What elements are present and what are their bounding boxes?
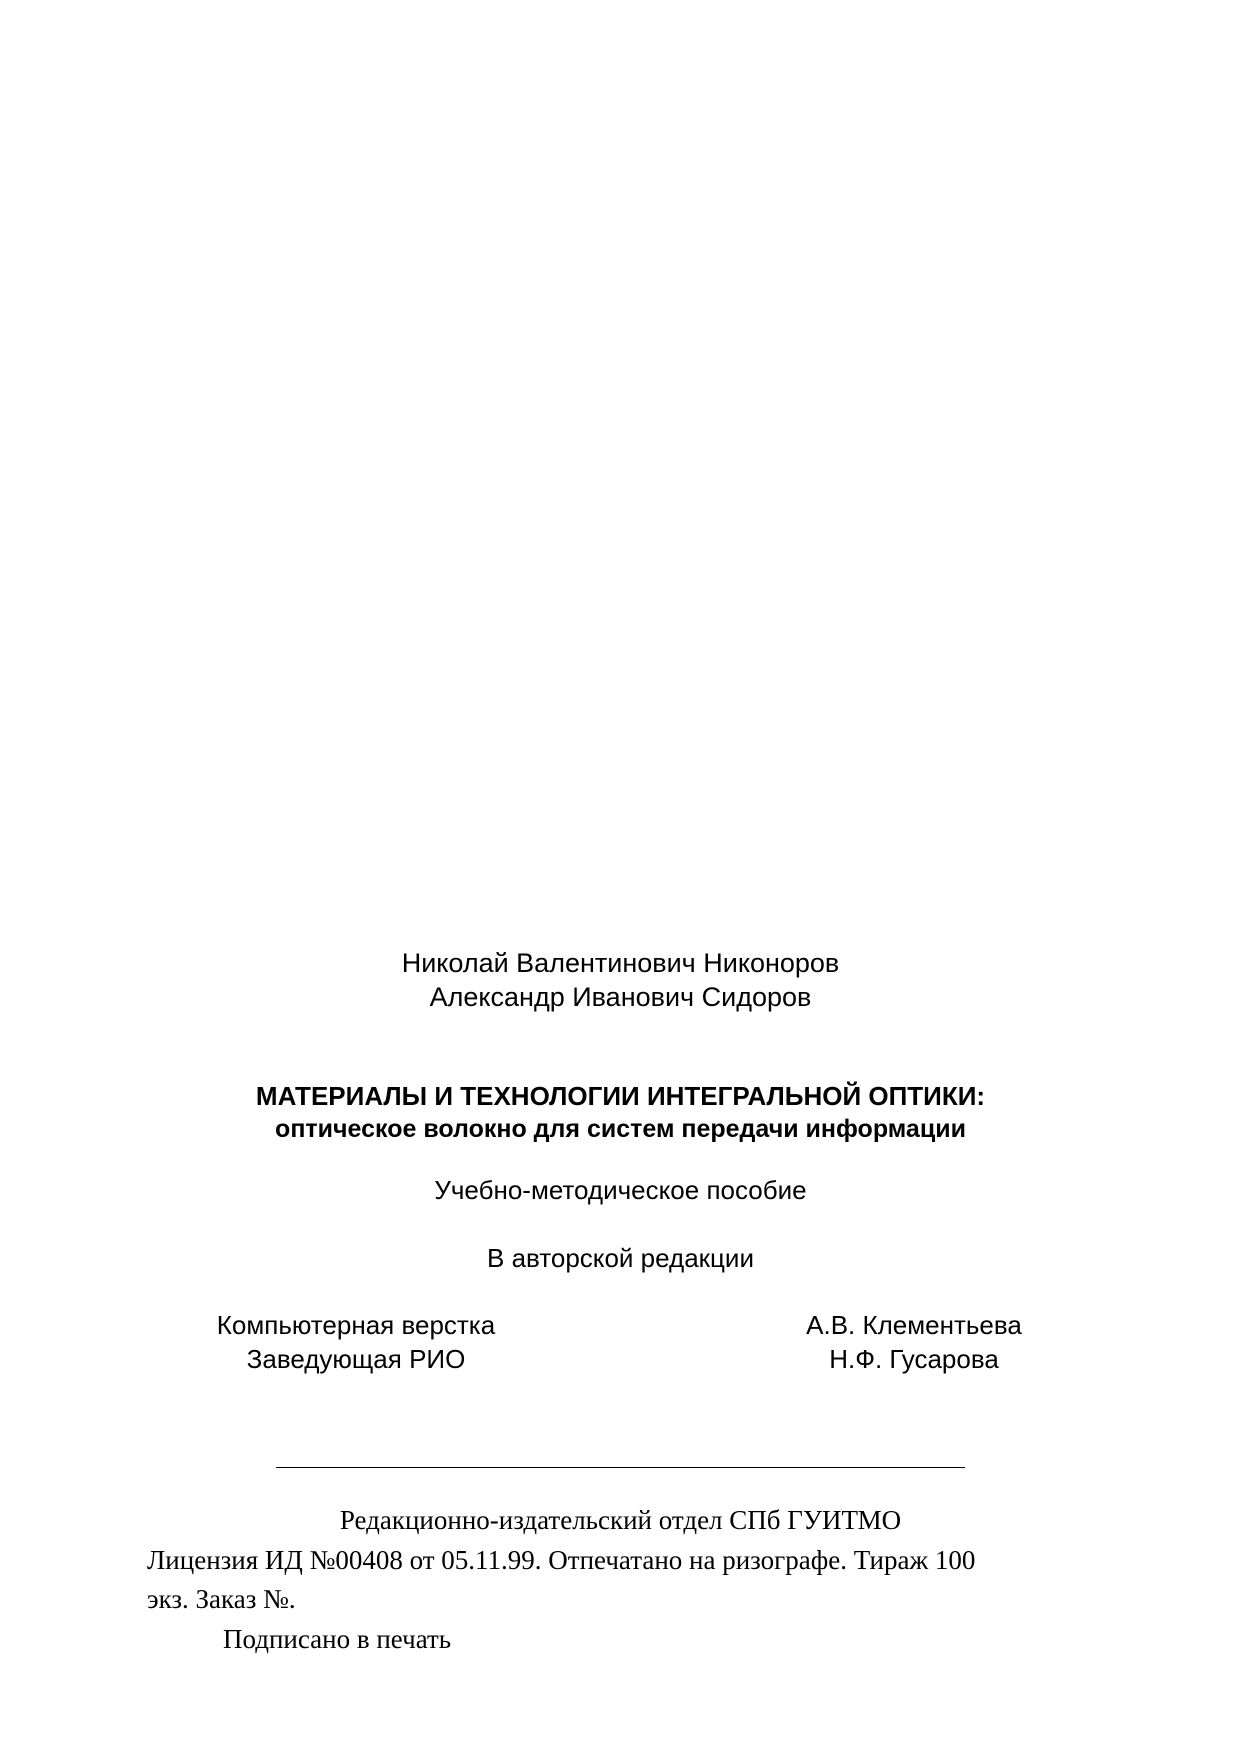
license-line: экз. Заказ №. [147, 1584, 296, 1614]
credit-name: Н.Ф. Гусарова [829, 1344, 999, 1374]
document-title: МАТЕРИАЛЫ И ТЕХНОЛОГИИ ИНТЕГРАЛЬНОЙ ОПТИКИ: [255, 1081, 986, 1111]
author-name: Александр Иванович Сидоров [429, 982, 812, 1012]
document-subtitle: оптическое волокно для систем передачи информации [275, 1115, 966, 1143]
credit-role: Заведующая РИО [246, 1344, 466, 1374]
edition-note: В авторской редакции [487, 1243, 754, 1273]
document-type: Учебно-методическое пособие [434, 1175, 807, 1205]
author-name: Николай Валентинович Никоноров [401, 948, 840, 978]
divider-line [276, 1467, 965, 1468]
signed-for-print: Подписано в печать [223, 1624, 452, 1654]
license-line: Лицензия ИД №00408 от 05.11.99. Отпечатано на ризографе. Тираж 100 [147, 1545, 976, 1575]
credit-role: Компьютерная верстка [216, 1310, 496, 1340]
publisher: Редакционно-издательский отдел СПб ГУИТМО [339, 1505, 902, 1535]
credit-name: А.В. Клементьева [806, 1310, 1022, 1340]
